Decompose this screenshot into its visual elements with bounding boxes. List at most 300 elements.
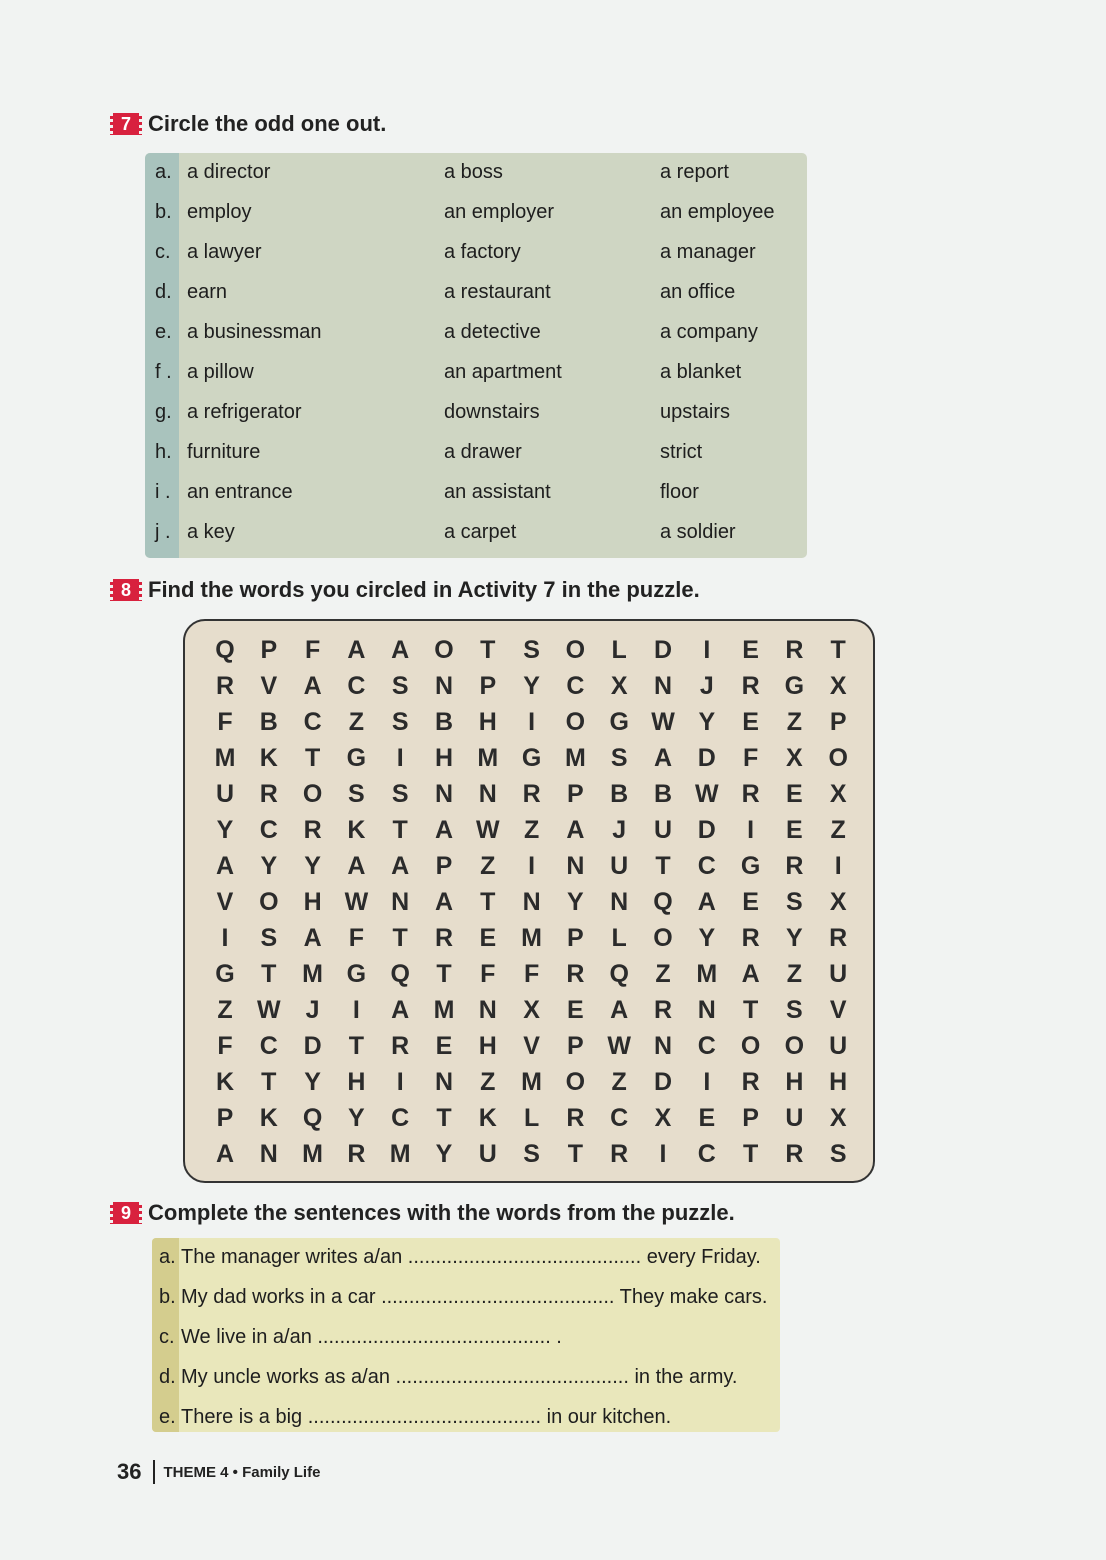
puzzle-letter[interactable]: Z	[655, 960, 671, 988]
puzzle-letter[interactable]: Z	[786, 960, 803, 988]
puzzle-letter[interactable]: Z	[611, 1068, 627, 1096]
puzzle-letter[interactable]: Z	[348, 708, 365, 736]
puzzle-letter[interactable]: S	[786, 996, 803, 1024]
word-option[interactable]: an employee	[660, 201, 775, 223]
puzzle-letter[interactable]: S	[523, 636, 540, 664]
puzzle-letter[interactable]: H	[785, 1068, 804, 1096]
puzzle-letter[interactable]: C	[697, 852, 716, 880]
puzzle-letter[interactable]: S	[348, 780, 365, 808]
puzzle-letter[interactable]: R	[522, 780, 541, 808]
puzzle-letter[interactable]: C	[259, 816, 278, 844]
puzzle-letter[interactable]: Q	[653, 888, 673, 916]
puzzle-letter[interactable]: I	[659, 1140, 667, 1168]
puzzle-letter[interactable]: D	[697, 816, 716, 844]
activity9-number-badge: 9	[110, 1202, 142, 1224]
word-search-puzzle	[183, 619, 875, 1183]
puzzle-letter[interactable]: I	[396, 1068, 404, 1096]
word-option[interactable]: employ	[187, 201, 252, 223]
puzzle-letter[interactable]: T	[348, 1032, 365, 1060]
puzzle-letter[interactable]: K	[347, 816, 366, 844]
puzzle-letter[interactable]: A	[347, 636, 366, 664]
puzzle-letter[interactable]: U	[829, 960, 848, 988]
puzzle-letter[interactable]: A	[347, 852, 366, 880]
puzzle-letter[interactable]: O	[565, 1068, 586, 1096]
puzzle-letter[interactable]: M	[302, 1140, 323, 1168]
puzzle-letter[interactable]: O	[565, 708, 586, 736]
puzzle-letter[interactable]: X	[654, 1104, 672, 1132]
puzzle-letter[interactable]: T	[392, 816, 408, 844]
puzzle-letter[interactable]: T	[742, 1140, 759, 1168]
puzzle-letter[interactable]: F	[523, 960, 540, 988]
puzzle-letter[interactable]: J	[305, 996, 320, 1024]
puzzle-letter[interactable]: Y	[304, 1068, 321, 1096]
word-option[interactable]: a manager	[660, 241, 756, 263]
puzzle-letter[interactable]: V	[523, 1032, 540, 1060]
puzzle-letter[interactable]: C	[610, 1104, 629, 1132]
puzzle-letter[interactable]: O	[259, 888, 279, 916]
puzzle-letter[interactable]: F	[217, 1032, 233, 1060]
puzzle-letter[interactable]: X	[829, 1104, 847, 1132]
odd-one-out-row	[145, 513, 807, 553]
puzzle-letter[interactable]: O	[565, 636, 586, 664]
puzzle-letter[interactable]: B	[610, 780, 629, 808]
puzzle-letter[interactable]: A	[215, 852, 235, 880]
puzzle-letter[interactable]: Z	[786, 708, 803, 736]
puzzle-letter[interactable]: H	[478, 708, 497, 736]
puzzle-letter[interactable]: M	[564, 744, 586, 772]
word-option[interactable]: a drawer	[444, 441, 522, 463]
row-letter: f .	[155, 361, 172, 383]
puzzle-letter[interactable]: C	[566, 672, 585, 700]
puzzle-letter[interactable]: Y	[698, 708, 716, 736]
word-option[interactable]: strict	[660, 441, 703, 463]
footer-divider	[153, 1460, 155, 1484]
row-letter: d.	[159, 1366, 176, 1388]
puzzle-letter[interactable]: U	[478, 1140, 497, 1168]
odd-one-out-row	[145, 473, 807, 513]
puzzle-letter[interactable]: A	[434, 888, 454, 916]
puzzle-letter[interactable]: T	[261, 960, 277, 988]
puzzle-letter[interactable]: E	[786, 780, 803, 808]
puzzle-letter[interactable]: P	[567, 780, 584, 808]
puzzle-letter[interactable]: T	[261, 1068, 277, 1096]
puzzle-letter[interactable]: F	[217, 708, 233, 736]
puzzle-letter[interactable]: M	[433, 996, 455, 1024]
row-letter: i .	[155, 481, 171, 503]
puzzle-letter[interactable]: N	[653, 672, 673, 700]
odd-one-out-row	[145, 313, 807, 353]
odd-one-out-table	[145, 153, 807, 558]
word-option[interactable]: a factory	[444, 241, 521, 263]
puzzle-letter[interactable]: A	[741, 960, 760, 988]
puzzle-letter[interactable]: A	[391, 852, 410, 880]
puzzle-letter[interactable]: Y	[304, 852, 321, 880]
puzzle-letter[interactable]: S	[391, 672, 409, 700]
puzzle-letter[interactable]: H	[434, 744, 454, 772]
puzzle-letter[interactable]: R	[741, 1068, 760, 1096]
row-letter: b.	[155, 201, 172, 223]
puzzle-letter[interactable]: I	[528, 708, 536, 736]
activity8-title: Find the words you circled in Activity 7 in the puzzle.	[148, 577, 700, 602]
puzzle-letter[interactable]: N	[522, 888, 541, 916]
puzzle-letter[interactable]: D	[303, 1032, 322, 1060]
puzzle-letter[interactable]: Q	[302, 1104, 323, 1132]
puzzle-letter[interactable]: B	[653, 780, 673, 808]
row-letter: c.	[159, 1326, 175, 1348]
puzzle-letter[interactable]: U	[829, 1032, 848, 1060]
puzzle-letter[interactable]: W	[256, 996, 281, 1024]
row-letter: b.	[159, 1286, 176, 1308]
puzzle-letter[interactable]: T	[436, 960, 452, 988]
puzzle-letter[interactable]: P	[742, 1104, 759, 1132]
puzzle-letter[interactable]: U	[653, 816, 673, 844]
word-option[interactable]: a lawyer	[187, 241, 262, 263]
puzzle-letter[interactable]: E	[742, 636, 759, 664]
sentence-text: The manager writes a/an .......................................... every Friday.	[181, 1246, 761, 1268]
word-option[interactable]: an entrance	[187, 481, 293, 503]
puzzle-letter[interactable]: S	[610, 744, 628, 772]
puzzle-letter[interactable]: W	[344, 888, 369, 916]
puzzle-letter[interactable]: M	[477, 744, 499, 772]
puzzle-letter[interactable]: R	[391, 1032, 410, 1060]
puzzle-letter[interactable]: O	[784, 1032, 805, 1060]
puzzle-letter[interactable]: X	[610, 672, 628, 700]
word-option[interactable]: a businessman	[187, 321, 322, 343]
puzzle-letter[interactable]: N	[259, 1140, 278, 1168]
puzzle-letter[interactable]: I	[352, 996, 360, 1024]
puzzle-letter[interactable]: P	[260, 636, 278, 664]
puzzle-letter[interactable]: C	[303, 708, 322, 736]
puzzle-letter[interactable]: A	[303, 924, 322, 952]
puzzle-letter[interactable]: N	[566, 852, 585, 880]
puzzle-letter[interactable]: D	[653, 1068, 673, 1096]
puzzle-letter[interactable]: T	[830, 636, 846, 664]
word-option[interactable]: an apartment	[444, 361, 562, 383]
puzzle-letter[interactable]: M	[389, 1140, 411, 1168]
row-letter: a.	[155, 161, 172, 183]
puzzle-letter[interactable]: U	[215, 780, 235, 808]
puzzle-letter[interactable]: U	[610, 852, 629, 880]
puzzle-letter[interactable]: E	[567, 996, 584, 1024]
odd-one-out-row	[145, 273, 807, 313]
word-option[interactable]: a pillow	[187, 361, 254, 383]
word-option[interactable]: floor	[660, 481, 699, 503]
word-option[interactable]: earn	[187, 281, 228, 303]
puzzle-letter[interactable]: P	[435, 852, 453, 880]
activity9-title: Complete the sentences with the words from the puzzle.	[148, 1200, 735, 1225]
odd-one-out-row	[145, 393, 807, 433]
puzzle-letter[interactable]: R	[610, 1140, 629, 1168]
puzzle-letter[interactable]: T	[304, 744, 321, 772]
puzzle-letter[interactable]: I	[528, 852, 536, 880]
puzzle-letter[interactable]: L	[523, 1104, 540, 1132]
puzzle-letter[interactable]: P	[829, 708, 847, 736]
puzzle-letter[interactable]: T	[480, 636, 496, 664]
puzzle-letter[interactable]: F	[480, 960, 496, 988]
puzzle-letter[interactable]: C	[697, 1032, 716, 1060]
puzzle-letter[interactable]: Y	[216, 816, 234, 844]
puzzle-letter[interactable]: S	[260, 924, 278, 952]
word-option[interactable]: a director	[187, 161, 271, 183]
puzzle-letter[interactable]: K	[259, 1104, 278, 1132]
puzzle-letter[interactable]: M	[521, 924, 542, 952]
puzzle-letter[interactable]: W	[694, 780, 719, 808]
puzzle-letter[interactable]: H	[303, 888, 322, 916]
puzzle-letter[interactable]: I	[703, 1068, 711, 1096]
odd-one-out-row	[145, 153, 807, 193]
puzzle-letter[interactable]: O	[740, 1032, 761, 1060]
puzzle-letter[interactable]: G	[215, 960, 235, 988]
puzzle-letter[interactable]: J	[612, 816, 627, 844]
puzzle-letter[interactable]: O	[302, 780, 323, 808]
puzzle-letter[interactable]: Z	[217, 996, 233, 1024]
puzzle-letter[interactable]: U	[785, 1104, 804, 1132]
puzzle-letter[interactable]: N	[434, 780, 454, 808]
puzzle-letter[interactable]: M	[302, 960, 323, 988]
puzzle-letter[interactable]: M	[214, 744, 236, 772]
puzzle-letter[interactable]: Y	[260, 852, 278, 880]
activity7-title: Circle the odd one out.	[148, 111, 387, 136]
puzzle-letter[interactable]: P	[216, 1104, 234, 1132]
puzzle-letter[interactable]: S	[786, 888, 803, 916]
puzzle-letter[interactable]: Z	[523, 816, 540, 844]
puzzle-letter[interactable]: N	[697, 996, 716, 1024]
puzzle-letter[interactable]: E	[698, 1104, 716, 1132]
theme-label: THEME 4 • Family Life	[163, 1463, 321, 1481]
puzzle-letter[interactable]: A	[391, 636, 410, 664]
puzzle-letter[interactable]: Q	[390, 960, 410, 988]
puzzle-letter[interactable]: I	[834, 852, 842, 880]
sentence-row	[152, 1358, 780, 1398]
puzzle-letter[interactable]: S	[829, 1140, 847, 1168]
puzzle-letter[interactable]: T	[436, 1104, 452, 1132]
puzzle-letter[interactable]: N	[391, 888, 410, 916]
row-letter: e.	[159, 1406, 176, 1428]
puzzle-letter[interactable]: D	[653, 636, 673, 664]
word-option[interactable]: a blanket	[660, 361, 742, 383]
puzzle-letter[interactable]: M	[521, 1068, 542, 1096]
word-option[interactable]: furniture	[187, 441, 261, 463]
puzzle-letter[interactable]: M	[696, 960, 718, 988]
puzzle-letter[interactable]: R	[566, 1104, 585, 1132]
puzzle-letter[interactable]: K	[215, 1068, 235, 1096]
puzzle-letter[interactable]: G	[521, 744, 542, 772]
puzzle-letter[interactable]: F	[304, 636, 321, 664]
puzzle-letter[interactable]: A	[391, 996, 410, 1024]
puzzle-letter[interactable]: G	[346, 960, 367, 988]
puzzle-letter[interactable]: N	[434, 672, 454, 700]
puzzle-letter[interactable]: V	[216, 888, 234, 916]
puzzle-letter[interactable]: R	[785, 1140, 804, 1168]
puzzle-letter[interactable]: H	[829, 1068, 848, 1096]
puzzle-letter[interactable]: G	[346, 744, 367, 772]
activity8-header	[110, 576, 700, 604]
puzzle-letter[interactable]: L	[611, 924, 627, 952]
puzzle-letter[interactable]: R	[785, 852, 804, 880]
puzzle-letter[interactable]: Z	[480, 852, 496, 880]
row-letter: e.	[155, 321, 172, 343]
puzzle-letter[interactable]: N	[478, 996, 497, 1024]
puzzle-letter[interactable]: H	[347, 1068, 366, 1096]
activity8-number-badge: 8	[110, 579, 142, 601]
puzzle-letter[interactable]: N	[610, 888, 629, 916]
puzzle-letter[interactable]: Q	[609, 960, 629, 988]
puzzle-letter[interactable]: E	[435, 1032, 453, 1060]
puzzle-letter[interactable]: I	[747, 816, 755, 844]
puzzle-letter[interactable]: E	[742, 708, 759, 736]
puzzle-letter[interactable]: B	[259, 708, 278, 736]
sentence-row	[152, 1278, 780, 1318]
puzzle-letter[interactable]: R	[259, 780, 278, 808]
puzzle-letter[interactable]: T	[392, 924, 408, 952]
sentence-row	[152, 1238, 780, 1278]
puzzle-letter[interactable]: Q	[215, 636, 235, 664]
puzzle-letter[interactable]: P	[567, 1032, 584, 1060]
word-option[interactable]: an office	[660, 281, 736, 303]
puzzle-letter[interactable]: R	[785, 636, 804, 664]
puzzle-letter[interactable]: W	[475, 816, 500, 844]
word-option[interactable]: a detective	[444, 321, 541, 343]
puzzle-letter[interactable]: P	[479, 672, 497, 700]
puzzle-letter[interactable]: G	[609, 708, 629, 736]
puzzle-letter[interactable]: R	[434, 924, 454, 952]
odd-one-out-row	[145, 193, 807, 233]
puzzle-letter[interactable]: F	[348, 924, 365, 952]
puzzle-letter[interactable]: V	[260, 672, 278, 700]
sentence-text: There is a big .......................................... in our kitchen.	[181, 1406, 672, 1428]
puzzle-letter[interactable]: T	[567, 1140, 584, 1168]
puzzle-letter[interactable]: V	[829, 996, 847, 1024]
puzzle-letter[interactable]: I	[396, 744, 404, 772]
word-option[interactable]: an employer	[444, 201, 555, 223]
puzzle-letter[interactable]: S	[523, 1140, 540, 1168]
puzzle-letter[interactable]: Y	[786, 924, 803, 952]
puzzle-letter[interactable]: Z	[830, 816, 846, 844]
puzzle-letter[interactable]: S	[391, 708, 409, 736]
puzzle-letter[interactable]: G	[784, 672, 805, 700]
puzzle-letter[interactable]: J	[699, 672, 714, 700]
row-letter: g.	[155, 401, 172, 423]
puzzle-letter[interactable]: E	[479, 924, 497, 952]
puzzle-letter[interactable]: O	[828, 744, 848, 772]
word-option[interactable]: a carpet	[444, 521, 517, 543]
sentence-text: My dad works in a car .......................................... They make cars.	[181, 1286, 768, 1308]
puzzle-letter[interactable]: O	[653, 924, 673, 952]
puzzle-letter[interactable]: X	[523, 996, 540, 1024]
puzzle-letter[interactable]: L	[611, 636, 627, 664]
row-letter: d.	[155, 281, 172, 303]
puzzle-letter[interactable]: F	[742, 744, 759, 772]
puzzle-letter[interactable]: N	[653, 1032, 673, 1060]
puzzle-letter[interactable]: Y	[567, 888, 584, 916]
puzzle-letter[interactable]: A	[303, 672, 322, 700]
activity7-header	[110, 110, 386, 138]
word-option[interactable]: a key	[187, 521, 235, 543]
puzzle-letter[interactable]: A	[610, 996, 629, 1024]
activity7-number-badge: 7	[110, 113, 142, 135]
puzzle-letter[interactable]: Y	[348, 1104, 365, 1132]
puzzle-letter[interactable]: R	[741, 780, 760, 808]
odd-one-out-row	[145, 233, 807, 273]
puzzle-letter[interactable]: X	[829, 888, 847, 916]
puzzle-letter[interactable]: K	[259, 744, 278, 772]
puzzle-letter[interactable]: C	[697, 1140, 716, 1168]
puzzle-letter[interactable]: A	[434, 816, 454, 844]
puzzle-letter[interactable]: A	[566, 816, 585, 844]
puzzle-letter[interactable]: S	[391, 780, 409, 808]
puzzle-letter[interactable]: R	[653, 996, 673, 1024]
puzzle-letter[interactable]: X	[786, 744, 803, 772]
puzzle-letter[interactable]: E	[786, 816, 803, 844]
puzzle-letter[interactable]: B	[434, 708, 454, 736]
puzzle-letter[interactable]: R	[566, 960, 585, 988]
puzzle-letter[interactable]: N	[478, 780, 497, 808]
word-option[interactable]: an assistant	[444, 481, 551, 503]
puzzle-letter[interactable]: C	[347, 672, 366, 700]
puzzle-letter[interactable]: X	[829, 672, 847, 700]
puzzle-letter[interactable]: D	[697, 744, 716, 772]
word-option[interactable]: a company	[660, 321, 758, 343]
puzzle-letter[interactable]: W	[651, 708, 675, 736]
puzzle-letter[interactable]: R	[829, 924, 848, 952]
puzzle-letter[interactable]: G	[740, 852, 761, 880]
puzzle-letter[interactable]: P	[567, 924, 584, 952]
puzzle-letter[interactable]: R	[741, 924, 760, 952]
page-number: 36	[117, 1459, 142, 1484]
puzzle-letter[interactable]: T	[655, 852, 671, 880]
puzzle-letter[interactable]: Y	[523, 672, 540, 700]
puzzle-letter[interactable]: T	[742, 996, 759, 1024]
puzzle-letter[interactable]: X	[829, 780, 847, 808]
puzzle-letter[interactable]: O	[434, 636, 454, 664]
puzzle-letter[interactable]: A	[215, 1140, 235, 1168]
puzzle-letter[interactable]: R	[741, 672, 760, 700]
puzzle-letter[interactable]: R	[215, 672, 235, 700]
word-option[interactable]: a boss	[444, 161, 503, 183]
puzzle-letter[interactable]: T	[480, 888, 496, 916]
puzzle-letter[interactable]: Z	[480, 1068, 496, 1096]
row-letter: h.	[155, 441, 172, 463]
puzzle-letter[interactable]: K	[478, 1104, 497, 1132]
puzzle-letter[interactable]: A	[653, 744, 673, 772]
word-option[interactable]: upstairs	[660, 401, 731, 423]
puzzle-letter[interactable]: N	[434, 1068, 454, 1096]
word-option[interactable]: downstairs	[444, 401, 540, 423]
puzzle-letter[interactable]: Y	[698, 924, 716, 952]
word-option[interactable]: a restaurant	[444, 281, 551, 303]
sentence-row	[152, 1318, 780, 1358]
puzzle-letter[interactable]: A	[697, 888, 716, 916]
odd-one-out-row	[145, 433, 807, 473]
puzzle-letter[interactable]: H	[478, 1032, 497, 1060]
puzzle-letter[interactable]: W	[607, 1032, 631, 1060]
puzzle-letter[interactable]: E	[742, 888, 759, 916]
odd-one-out-row	[145, 353, 807, 393]
puzzle-letter[interactable]: C	[391, 1104, 410, 1132]
sentence-row	[152, 1398, 780, 1432]
puzzle-letter[interactable]: C	[259, 1032, 278, 1060]
puzzle-letter[interactable]: Y	[435, 1140, 453, 1168]
word-option[interactable]: a soldier	[660, 521, 736, 543]
puzzle-letter[interactable]: I	[221, 924, 229, 952]
puzzle-letter[interactable]: I	[703, 636, 711, 664]
sentence-text: We live in a/an .......................................... .	[181, 1326, 562, 1348]
word-option[interactable]: a report	[660, 161, 729, 183]
puzzle-letter[interactable]: R	[303, 816, 322, 844]
puzzle-letter[interactable]: R	[347, 1140, 366, 1168]
word-option[interactable]: a refrigerator	[187, 401, 302, 423]
row-letter: j .	[155, 521, 171, 543]
